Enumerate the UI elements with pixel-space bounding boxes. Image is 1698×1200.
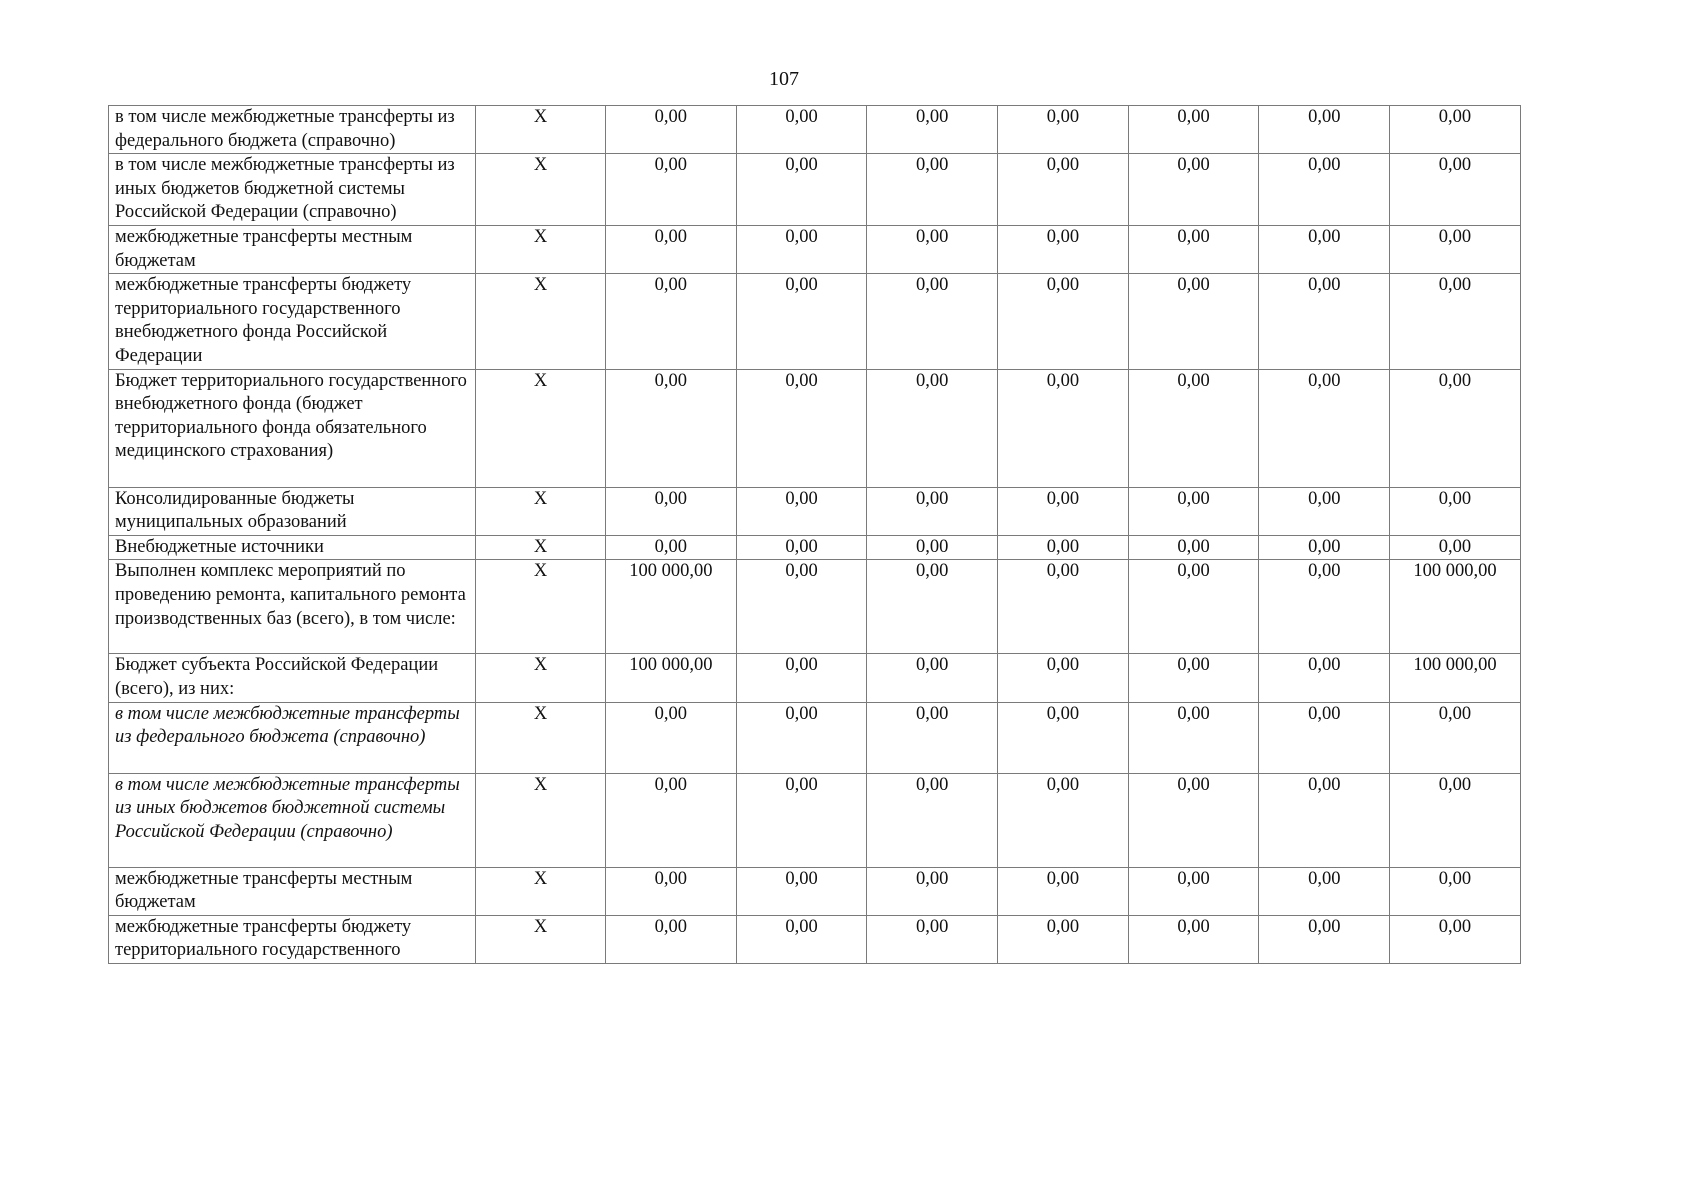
table-row: [109, 654, 1521, 702]
value-cell: 0,00: [1128, 535, 1259, 560]
value-cell: 0,00: [1390, 225, 1521, 273]
value-cell: 0,00: [867, 560, 998, 654]
value-cell: 0,00: [1259, 702, 1390, 773]
value-cell: 0,00: [998, 225, 1129, 273]
value-cell: 0,00: [1390, 867, 1521, 915]
row-mark: X: [476, 773, 606, 867]
value-cell: 0,00: [867, 654, 998, 702]
value-cell: 0,00: [736, 369, 867, 487]
value-cell: 0,00: [736, 535, 867, 560]
value-cell: 0,00: [867, 369, 998, 487]
value-cell: 0,00: [1259, 487, 1390, 535]
row-mark: X: [476, 654, 606, 702]
row-label: межбюджетные трансферты местным бюджетам: [109, 867, 476, 915]
value-cell: 0,00: [1390, 369, 1521, 487]
table-row: [109, 225, 1521, 273]
value-cell: 0,00: [867, 225, 998, 273]
table-row: [109, 773, 1521, 867]
value-cell: 0,00: [1128, 773, 1259, 867]
table-row: [109, 535, 1521, 560]
value-cell: 0,00: [1128, 702, 1259, 773]
value-cell: 0,00: [867, 867, 998, 915]
value-cell: 0,00: [1128, 867, 1259, 915]
budget-table: [108, 105, 1521, 964]
value-cell: 0,00: [1259, 535, 1390, 560]
value-cell: 0,00: [1128, 274, 1259, 369]
table-row: [109, 560, 1521, 654]
value-cell: 0,00: [998, 702, 1129, 773]
value-cell: 0,00: [998, 535, 1129, 560]
value-cell: 0,00: [1390, 274, 1521, 369]
value-cell: 0,00: [867, 154, 998, 226]
value-cell: 0,00: [736, 274, 867, 369]
value-cell: 0,00: [998, 274, 1129, 369]
row-label: межбюджетные трансферты бюджету территориального государственного: [109, 915, 476, 963]
value-cell: 0,00: [867, 106, 998, 154]
value-cell: 100 000,00: [1390, 560, 1521, 654]
value-cell: 0,00: [606, 867, 737, 915]
value-cell: 0,00: [606, 702, 737, 773]
value-cell: 0,00: [606, 274, 737, 369]
row-mark: X: [476, 867, 606, 915]
row-mark: X: [476, 702, 606, 773]
value-cell: 100 000,00: [1390, 654, 1521, 702]
value-cell: 0,00: [606, 915, 737, 963]
value-cell: 0,00: [1259, 867, 1390, 915]
row-label: Внебюджетные источники: [109, 535, 476, 560]
value-cell: 0,00: [998, 867, 1129, 915]
value-cell: 0,00: [998, 369, 1129, 487]
value-cell: 0,00: [736, 154, 867, 226]
value-cell: 0,00: [998, 154, 1129, 226]
value-cell: 0,00: [606, 487, 737, 535]
value-cell: 0,00: [1128, 560, 1259, 654]
value-cell: 0,00: [1128, 154, 1259, 226]
value-cell: 0,00: [1259, 369, 1390, 487]
value-cell: 0,00: [736, 560, 867, 654]
value-cell: 0,00: [606, 535, 737, 560]
value-cell: 0,00: [736, 487, 867, 535]
value-cell: 0,00: [736, 773, 867, 867]
table-row: [109, 106, 1521, 154]
row-label: в том числе межбюджетные трансферты из федерального бюджета (справочно): [109, 702, 476, 773]
row-label: в том числе межбюджетные трансферты из федерального бюджета (справочно): [109, 106, 476, 154]
value-cell: 0,00: [998, 915, 1129, 963]
value-cell: 0,00: [1128, 654, 1259, 702]
value-cell: 0,00: [998, 106, 1129, 154]
value-cell: 0,00: [1259, 106, 1390, 154]
value-cell: 0,00: [736, 654, 867, 702]
value-cell: 0,00: [867, 274, 998, 369]
table-row: [109, 274, 1521, 369]
row-mark: X: [476, 225, 606, 273]
value-cell: 0,00: [1259, 560, 1390, 654]
value-cell: 0,00: [998, 560, 1129, 654]
page-number: 107: [769, 68, 799, 90]
value-cell: 0,00: [736, 106, 867, 154]
row-mark: X: [476, 560, 606, 654]
value-cell: 0,00: [1259, 154, 1390, 226]
value-cell: 0,00: [1128, 915, 1259, 963]
value-cell: 0,00: [867, 773, 998, 867]
value-cell: 0,00: [1128, 106, 1259, 154]
value-cell: 0,00: [1390, 915, 1521, 963]
value-cell: 0,00: [736, 702, 867, 773]
value-cell: 0,00: [1390, 154, 1521, 226]
value-cell: 0,00: [867, 535, 998, 560]
table-row: [109, 915, 1521, 963]
value-cell: 0,00: [1259, 654, 1390, 702]
value-cell: 0,00: [1390, 535, 1521, 560]
value-cell: 0,00: [867, 702, 998, 773]
value-cell: 0,00: [1128, 369, 1259, 487]
table-row: [109, 867, 1521, 915]
value-cell: 0,00: [606, 225, 737, 273]
value-cell: 0,00: [1390, 702, 1521, 773]
value-cell: 0,00: [867, 487, 998, 535]
row-label: межбюджетные трансферты местным бюджетам: [109, 225, 476, 273]
value-cell: 0,00: [606, 106, 737, 154]
row-mark: X: [476, 369, 606, 487]
row-mark: X: [476, 535, 606, 560]
value-cell: 0,00: [736, 867, 867, 915]
table-row: [109, 154, 1521, 226]
value-cell: 0,00: [998, 487, 1129, 535]
row-label: Консолидированные бюджеты муниципальных образований: [109, 487, 476, 535]
row-label: в том числе межбюджетные трансферты из иных бюджетов бюджетной системы Российской Федерации (справочно): [109, 154, 476, 226]
row-mark: X: [476, 487, 606, 535]
value-cell: 0,00: [1259, 915, 1390, 963]
value-cell: 0,00: [1259, 274, 1390, 369]
row-label: в том числе межбюджетные трансферты из иных бюджетов бюджетной системы Российской Федерации (справочно): [109, 773, 476, 867]
value-cell: 0,00: [606, 154, 737, 226]
table-row: [109, 369, 1521, 487]
row-label: Бюджет территориального государственного внебюджетного фонда (бюджет территориального фонда обязательного медицинского страхования): [109, 369, 476, 487]
value-cell: 0,00: [998, 773, 1129, 867]
row-label: Выполнен комплекс мероприятий по проведению ремонта, капитального ремонта производственных баз (всего), в том числе:: [109, 560, 476, 654]
value-cell: 0,00: [1128, 225, 1259, 273]
value-cell: 0,00: [1259, 225, 1390, 273]
value-cell: 100 000,00: [606, 654, 737, 702]
row-label: межбюджетные трансферты бюджету территориального государственного внебюджетного фонда Российской Федерации: [109, 274, 476, 369]
value-cell: 0,00: [1390, 487, 1521, 535]
table-row: [109, 487, 1521, 535]
value-cell: 0,00: [998, 654, 1129, 702]
value-cell: 100 000,00: [606, 560, 737, 654]
value-cell: 0,00: [1259, 773, 1390, 867]
table-row: [109, 702, 1521, 773]
value-cell: 0,00: [606, 773, 737, 867]
value-cell: 0,00: [1390, 106, 1521, 154]
value-cell: 0,00: [1128, 487, 1259, 535]
row-mark: X: [476, 915, 606, 963]
value-cell: 0,00: [867, 915, 998, 963]
value-cell: 0,00: [1390, 773, 1521, 867]
row-mark: X: [476, 274, 606, 369]
row-mark: X: [476, 106, 606, 154]
value-cell: 0,00: [606, 369, 737, 487]
value-cell: 0,00: [736, 915, 867, 963]
row-mark: X: [476, 154, 606, 226]
row-label: Бюджет субъекта Российской Федерации (всего), из них:: [109, 654, 476, 702]
value-cell: 0,00: [736, 225, 867, 273]
